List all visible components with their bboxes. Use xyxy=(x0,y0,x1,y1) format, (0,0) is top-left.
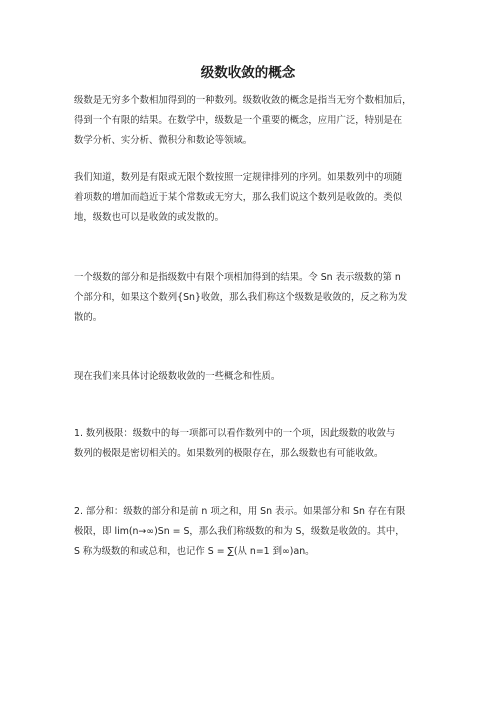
text-line: 1. 数列极限：级数中的每一项都可以看作数列中的一个项，因此级数的收敛与 xyxy=(74,428,396,439)
paragraph-discussion-intro xyxy=(74,367,424,387)
text-line: 一个级数的部分和是指级数中有限个项相加得到的结果。令 Sn 表示级数的第 n xyxy=(74,272,401,283)
text-line: 个部分和，如果这个数列{Sn}收敛，那么我们称这个级数是收敛的，反之称为发 xyxy=(74,292,408,303)
paragraph-item-1 xyxy=(74,424,424,464)
text-line: 2. 部分和：级数的部分和是前 n 项之和，用 Sn 表示。如果部分和 Sn 存在有限 xyxy=(74,506,406,517)
text-line: 地，级数也可以是收敛的或发散的。 xyxy=(74,212,225,223)
text-line: 散的。 xyxy=(74,312,103,323)
text-line: 现在我们来具体讨论级数收敛的一些概念和性质。 xyxy=(74,371,281,382)
text-line: 极限，即 lim(n→∞)Sn = S，那么我们称级数的和为 S，级数是收敛的。其中， xyxy=(74,526,405,537)
paragraph-partial-sum xyxy=(74,268,424,328)
text-line: 数学分析、实分析、微积分和数论等领域。 xyxy=(74,135,253,146)
text-line: 着项数的增加而趋近于某个常数或无穷大，那么我们说这个数列是收敛的。类似 xyxy=(74,192,403,203)
text-line: 数列的极限是密切相关的。如果数列的极限存在，那么级数也有可能收敛。 xyxy=(74,448,384,459)
paragraph-item-2 xyxy=(74,502,424,562)
text-line: S 称为级数的和或总和，也记作 S = ∑(从 n=1 到∞)an。 xyxy=(74,546,315,557)
text-line: 得到一个有限的结果。在数学中，级数是一个重要的概念，应用广泛，特别是在 xyxy=(74,115,403,126)
text-line: 级数是无穷多个数相加得到的一种数列。级数收敛的概念是指当无穷个数相加后， xyxy=(74,95,412,106)
text-line: 我们知道，数列是有限或无限个数按照一定规律排列的序列。如果数列中的项随 xyxy=(74,172,403,183)
paragraph-intro xyxy=(74,91,424,151)
paragraph-sequence xyxy=(74,168,424,228)
document-title: 级数收敛的概念 xyxy=(200,65,296,81)
